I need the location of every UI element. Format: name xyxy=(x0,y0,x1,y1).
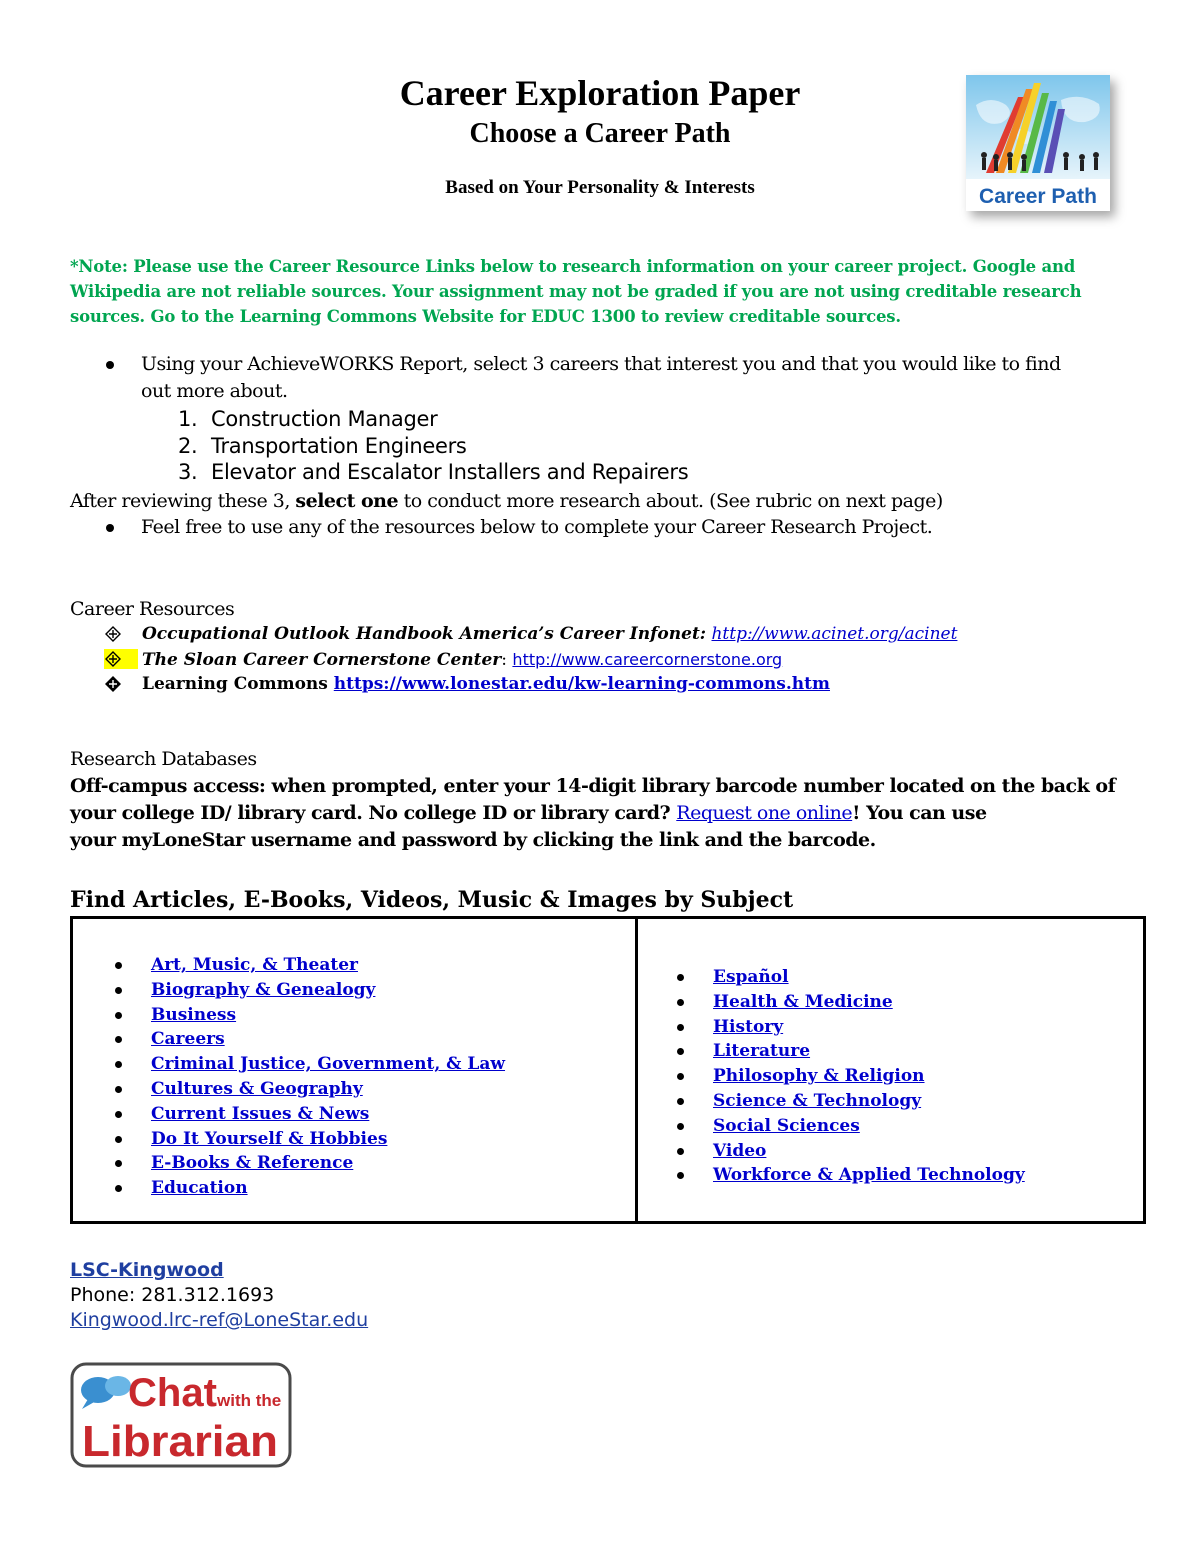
after-bold: select one xyxy=(295,490,399,512)
subject-link[interactable]: Current Issues & News xyxy=(151,1103,370,1124)
subject-link[interactable]: Science & Technology xyxy=(713,1090,922,1111)
subjects-heading: Find Articles, E-Books, Videos, Music & Images by Subject xyxy=(70,887,794,913)
subject-link[interactable]: Cultures & Geography xyxy=(151,1078,363,1099)
databases-line2 xyxy=(70,800,987,826)
career-number: 1. xyxy=(178,407,198,431)
chat-logo-line1: Chat xyxy=(128,1371,217,1415)
chat-logo-with-the: with the xyxy=(217,1391,282,1410)
resource-item xyxy=(142,647,782,673)
resource-item xyxy=(142,622,957,647)
page-tagline: Based on Your Personality & Interests xyxy=(445,177,755,198)
subject-link[interactable]: E-Books & Reference xyxy=(151,1153,354,1174)
page-title: Career Exploration Paper xyxy=(399,73,801,113)
research-databases-heading: Research Databases xyxy=(70,748,257,770)
careercornerstone-link[interactable]: http://www.careercornerstone.org xyxy=(512,650,783,669)
bullet-icon xyxy=(106,524,114,532)
databases-line2-prefix: your college ID/ library card. No college ID or library card? xyxy=(70,802,677,824)
phone-number: Phone: 281.312.1693 xyxy=(70,1284,275,1306)
bullet-icon xyxy=(115,1136,122,1143)
chat-librarian-graphic xyxy=(70,1362,292,1468)
bullet-icon xyxy=(115,1111,122,1118)
subject-link[interactable]: Do It Yourself & Hobbies xyxy=(151,1128,388,1149)
instruction-bullet1-line1: Using your AchieveWORKS Report, select 3 careers that interest you and that you would like to find xyxy=(141,353,1061,375)
career-number: 2. xyxy=(178,434,198,458)
page-subtitle: Choose a Career Path xyxy=(469,118,731,149)
career-path-logo xyxy=(966,75,1110,211)
bullet-icon xyxy=(115,1012,122,1019)
bullet-icon xyxy=(677,999,684,1006)
table-divider xyxy=(635,919,638,1221)
resource-label: Occupational Outlook Handbook America’s Career Infonet: xyxy=(142,624,707,644)
databases-line1: Off-campus access: when prompted, enter your 14-digit library barcode number located on the back of xyxy=(70,775,1116,797)
diamond-arrow-icon xyxy=(105,676,121,692)
career-item: Elevator and Escalator Installers and Repairers xyxy=(211,460,689,484)
after-reviewing-line xyxy=(70,488,943,514)
subject-link[interactable]: Social Sciences xyxy=(713,1115,860,1136)
request-online-link[interactable]: Request one online xyxy=(676,802,853,824)
bullet-icon xyxy=(677,1148,684,1155)
subject-link[interactable]: Literature xyxy=(713,1041,811,1062)
bullet-icon xyxy=(106,361,114,369)
databases-line3: your myLoneStar username and password by clicking the link and the barcode. xyxy=(70,829,876,851)
subject-link[interactable]: Criminal Justice, Government, & Law xyxy=(151,1054,506,1075)
note-paragraph: *Note: Please use the Career Resource Links below to research information on your career project. Google and Wikipedia are not reliable sources. Your assignment may not be graded if you are not using creditable research sources. Go to the Learning Commons Website for EDUC 1300 to review creditable sources. xyxy=(70,257,1082,326)
instruction-bullet1-line2: out more about. xyxy=(141,380,288,402)
bullet-icon xyxy=(677,1024,684,1031)
subject-link[interactable]: Careers xyxy=(151,1029,225,1050)
bullet-icon xyxy=(677,1073,684,1080)
subject-link[interactable]: Video xyxy=(713,1140,767,1161)
diamond-arrow-icon xyxy=(105,626,121,642)
bullet-icon xyxy=(115,1086,122,1093)
bullet-icon xyxy=(677,974,684,981)
after-prefix: After reviewing these 3, xyxy=(70,490,296,512)
subject-link[interactable]: Biography & Genealogy xyxy=(151,979,376,1000)
subject-link[interactable]: Philosophy & Religion xyxy=(713,1066,925,1087)
career-path-logo-graphic xyxy=(966,75,1110,211)
career-resources-heading: Career Resources xyxy=(70,598,235,620)
databases-line2-suffix: ! You can use xyxy=(852,802,987,824)
bullet-icon xyxy=(115,987,122,994)
bullet-icon xyxy=(115,1061,122,1068)
subject-link[interactable]: Business xyxy=(151,1004,237,1025)
bullet-icon xyxy=(677,1048,684,1055)
bullet-icon xyxy=(677,1123,684,1130)
career-path-logo-text: Career Path xyxy=(979,185,1097,208)
contact-block xyxy=(70,1258,368,1333)
subject-link[interactable]: Education xyxy=(151,1178,248,1199)
bullet-icon xyxy=(115,1185,122,1192)
subject-link[interactable]: History xyxy=(713,1016,784,1037)
subjects-table xyxy=(70,916,1146,1224)
chat-with-librarian-button[interactable] xyxy=(70,1362,292,1468)
resource-separator: : xyxy=(501,650,508,670)
bullet-icon xyxy=(115,962,122,969)
subject-link[interactable]: Art, Music, & Theater xyxy=(151,955,358,975)
subject-link[interactable]: Workforce & Applied Technology xyxy=(713,1165,1025,1186)
career-item: Transportation Engineers xyxy=(211,434,467,458)
career-number: 3. xyxy=(178,460,198,484)
email-link[interactable]: Kingwood.lrc-ref@LoneStar.edu xyxy=(70,1309,369,1331)
resource-label: Learning Commons xyxy=(142,674,328,694)
acinet-link[interactable]: http://www.acinet.org/acinet xyxy=(711,624,958,644)
bullet-icon xyxy=(677,1098,684,1105)
bullet-icon xyxy=(115,1160,122,1167)
subject-link[interactable]: Health & Medicine xyxy=(713,991,893,1012)
career-item: Construction Manager xyxy=(211,407,438,431)
learning-commons-link[interactable]: https://www.lonestar.edu/kw-learning-commons.htm xyxy=(333,674,830,694)
resource-item xyxy=(142,672,830,697)
lsc-kingwood-link[interactable]: LSC-Kingwood xyxy=(70,1259,224,1281)
resource-label: The Sloan Career Cornerstone Center xyxy=(142,650,502,670)
chat-logo-line2: Librarian xyxy=(82,1417,278,1466)
after-suffix: to conduct more research about. (See rubric on next page) xyxy=(398,490,943,512)
instruction-bullet2: Feel free to use any of the resources below to complete your Career Research Project. xyxy=(141,516,933,538)
bullet-icon xyxy=(677,1172,684,1179)
diamond-arrow-icon xyxy=(105,651,121,667)
subject-link[interactable]: Español xyxy=(713,967,789,987)
bullet-icon xyxy=(115,1036,122,1043)
